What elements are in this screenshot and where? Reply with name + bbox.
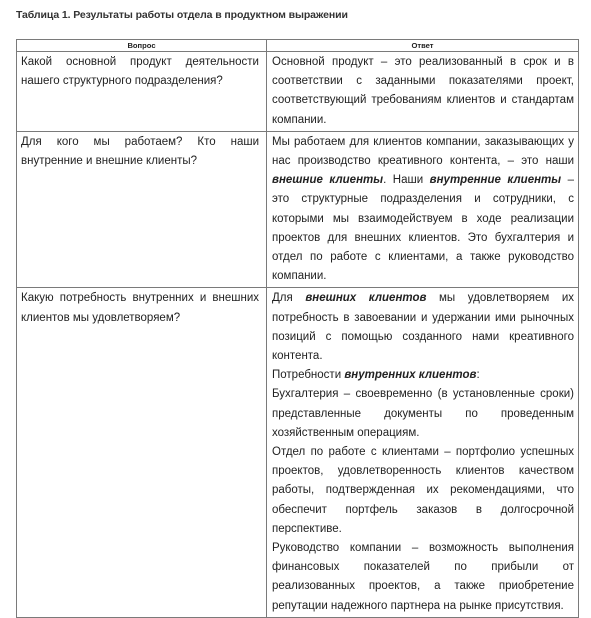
answer-cell: [267, 288, 579, 617]
question-cell: [17, 288, 267, 617]
table-row: [17, 52, 579, 132]
question-cell: [17, 52, 267, 132]
table-header-row: [17, 40, 579, 52]
question-text: Какую потребность внутренних и внешних клиентов мы удовлетворяем?: [21, 292, 259, 324]
answer-paragraph-client-dept: Отдел по работе с клиентами – портфолио успешных проектов, удовлетворенность клиентов качеством работы, подтвержденная их рекомендациями, что обеспечит портфель заказов в долгосрочной перспективе.: [272, 446, 574, 535]
table-row: [17, 288, 579, 617]
answer-text-part: Мы работаем для клиентов компании, заказывающих у нас производство креативного контента, – это наши: [272, 135, 574, 168]
answer-text: [272, 133, 574, 287]
table-caption: Таблица 1. Результаты работы отдела в продуктном выражении: [16, 9, 348, 21]
answer-cell: [267, 52, 579, 132]
question-text: Для кого мы работаем? Кто наши внутренние и внешние клиенты?: [21, 135, 259, 168]
emphasis-external-clients: внешних клиентов: [305, 292, 427, 305]
question-text: Какой основной продукт деятельности нашего структурного подразделения?: [21, 56, 259, 88]
answer-text: Основной продукт – это реализованный в срок и в соответствии с заданными показателями проект, соответствующий требованиям клиентов и стандартам компании.: [272, 56, 574, 126]
table-row: [17, 131, 579, 288]
answer-text-part: Для: [272, 292, 306, 305]
answer-text-part: мы удовлетворяем их потребность в завоевании и удержании ими рыночных позиций с помощью созданного нами креативного контента.: [272, 292, 575, 363]
question-cell: [17, 131, 267, 288]
answer-paragraph: [272, 289, 574, 366]
emphasis-internal-clients: внутренних клиентов: [344, 369, 477, 382]
results-table: [16, 39, 579, 618]
answer-paragraph-accounting: Бухгалтерия – своевременно (в установленные сроки) представленные документы по проведенным хозяйственным операциям.: [272, 388, 574, 439]
answer-paragraph: [272, 366, 574, 385]
answer-paragraph-management: Руководство компании – возможность выполнения финансовых показателей по прибыли от реализованных проектов, а также приобретение репутации надежного партнера на рынке присутствия.: [272, 542, 574, 612]
header-question: Вопрос: [17, 40, 267, 52]
answer-text-part: . Наши: [383, 174, 430, 187]
answer-text-part: Потребности: [272, 369, 345, 382]
emphasis-external-clients: внешние клиенты: [272, 174, 384, 187]
answer-text-part: :: [476, 369, 480, 382]
emphasis-internal-clients: внутренние клиенты: [429, 174, 562, 187]
answer-cell: [267, 131, 579, 288]
answer-text-part: – это структурные подразделения и сотрудники, с которыми мы взаимодействуем в ходе реализации проектов для внешних клиентов. Это бухгалтерия и отдел по работе с клиентами, а также руководство компании.: [272, 174, 575, 283]
header-answer: Ответ: [267, 40, 579, 52]
